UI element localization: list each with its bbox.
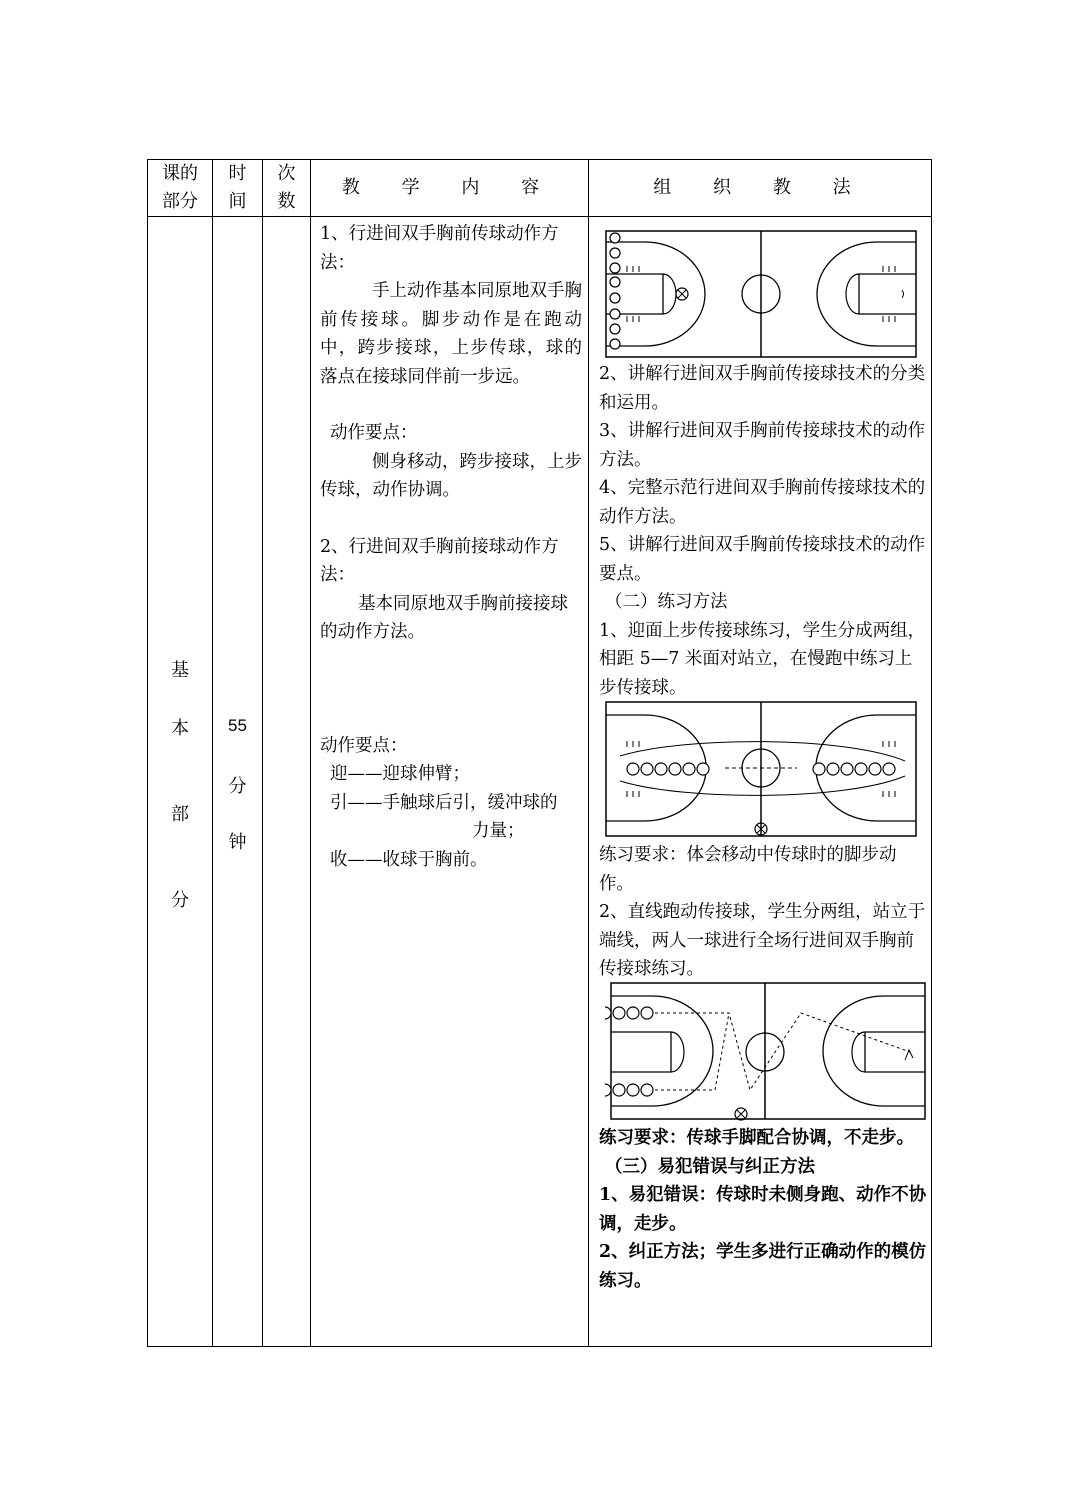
header-time-line2: 间 (228, 191, 247, 212)
requirement-2: 练习要求：传球手脚配合协调，不走步。 (599, 1128, 914, 1148)
time-unit-2: 钟 (228, 832, 247, 853)
header-divider (148, 216, 931, 217)
method-m5: 5、讲解行进间双手胸前传接球技术的动作要点。 (599, 535, 926, 584)
method-text-3 (599, 1124, 933, 1295)
error-1: 1、易犯错误：传球时未侧身跑、动作不协调，走步。 (599, 1185, 927, 1234)
header-part-line1: 课的 (162, 163, 198, 184)
content-p1-key-body: 侧身移动，跨步接球，上步传球，动作协调。 (320, 451, 582, 500)
section-label-2: 本 (171, 718, 189, 739)
practice-title: （二）练习方法 (605, 592, 728, 612)
time-unit-1: 分 (228, 776, 247, 797)
header-content: 教 学 内 容 (341, 177, 558, 198)
court-diagram-2 (605, 701, 917, 841)
method-text-1 (599, 360, 929, 702)
col-divider (262, 160, 263, 1346)
court-diagram-3 (605, 982, 927, 1122)
error-title: （三）易犯错误与纠正方法 (605, 1156, 815, 1177)
content-p1-key-title: 动作要点： (330, 423, 418, 443)
section-label-1: 基 (171, 660, 189, 681)
court-diagram-1 (605, 230, 917, 358)
method-text-2 (599, 841, 929, 984)
requirement-1: 练习要求：体会移动中传球时的脚步动作。 (599, 845, 897, 894)
header-count-line1: 次 (277, 163, 296, 184)
col-divider (310, 160, 311, 1346)
content-p1-title: 1、行进间双手胸前传球动作方法： (320, 224, 559, 273)
content-p1-body: 手上动作基本同原地双手胸前传接球。脚步动作是在跑动中，跨步接球，上步传球，球的落点在接球同伴前一步远。 (320, 281, 582, 387)
practice-1: 1、迎面上步传接球练习，学生分成两组，相距 5—7 米面对站立，在慢跑中练习上步传接球。 (599, 620, 926, 698)
content-p2-key-2b: 力量； (472, 821, 525, 841)
header-part (148, 160, 212, 216)
content-p2-body: 基本同原地双手胸前接接球的动作方法。 (320, 593, 568, 642)
header-part-line2: 部分 (162, 191, 198, 212)
header-time-line1: 时 (228, 163, 247, 184)
teaching-content (320, 220, 582, 874)
content-p2-title: 2、行进间双手胸前接球动作方法： (320, 536, 559, 585)
col-divider (212, 160, 213, 1346)
practice-2: 2、直线跑动传接球，学生分两组，站立于端线，两人一球进行全场行进间双手胸前传接球练习。 (599, 902, 926, 979)
content-p2-key-title: 动作要点： (320, 735, 408, 756)
header-count-line2: 数 (277, 191, 296, 212)
content-p2-key-3: 收——收球于胸前。 (330, 849, 488, 870)
section-label-4: 分 (171, 890, 189, 911)
method-m4: 4、完整示范行进间双手胸前传接球技术的动作方法。 (599, 478, 926, 527)
header-count (263, 160, 310, 216)
content-p2-key-1: 迎——迎球伸臂； (330, 764, 470, 784)
method-m3: 3、讲解行进间双手胸前传接球技术的动作方法。 (599, 421, 926, 470)
col-divider (588, 160, 589, 1346)
header-method: 组 织 教 法 (653, 177, 869, 198)
header-time (213, 160, 262, 216)
error-2: 2、纠正方法；学生多进行正确动作的模仿练习。 (599, 1242, 927, 1291)
time-value: 55 (228, 716, 247, 735)
content-p2-key-2: 引——手触球后引，缓冲球的 (330, 792, 558, 813)
lesson-table (147, 159, 932, 1347)
section-label-3: 部 (171, 804, 189, 825)
method-m2: 2、讲解行进间双手胸前传接球技术的分类和运用。 (599, 364, 926, 413)
